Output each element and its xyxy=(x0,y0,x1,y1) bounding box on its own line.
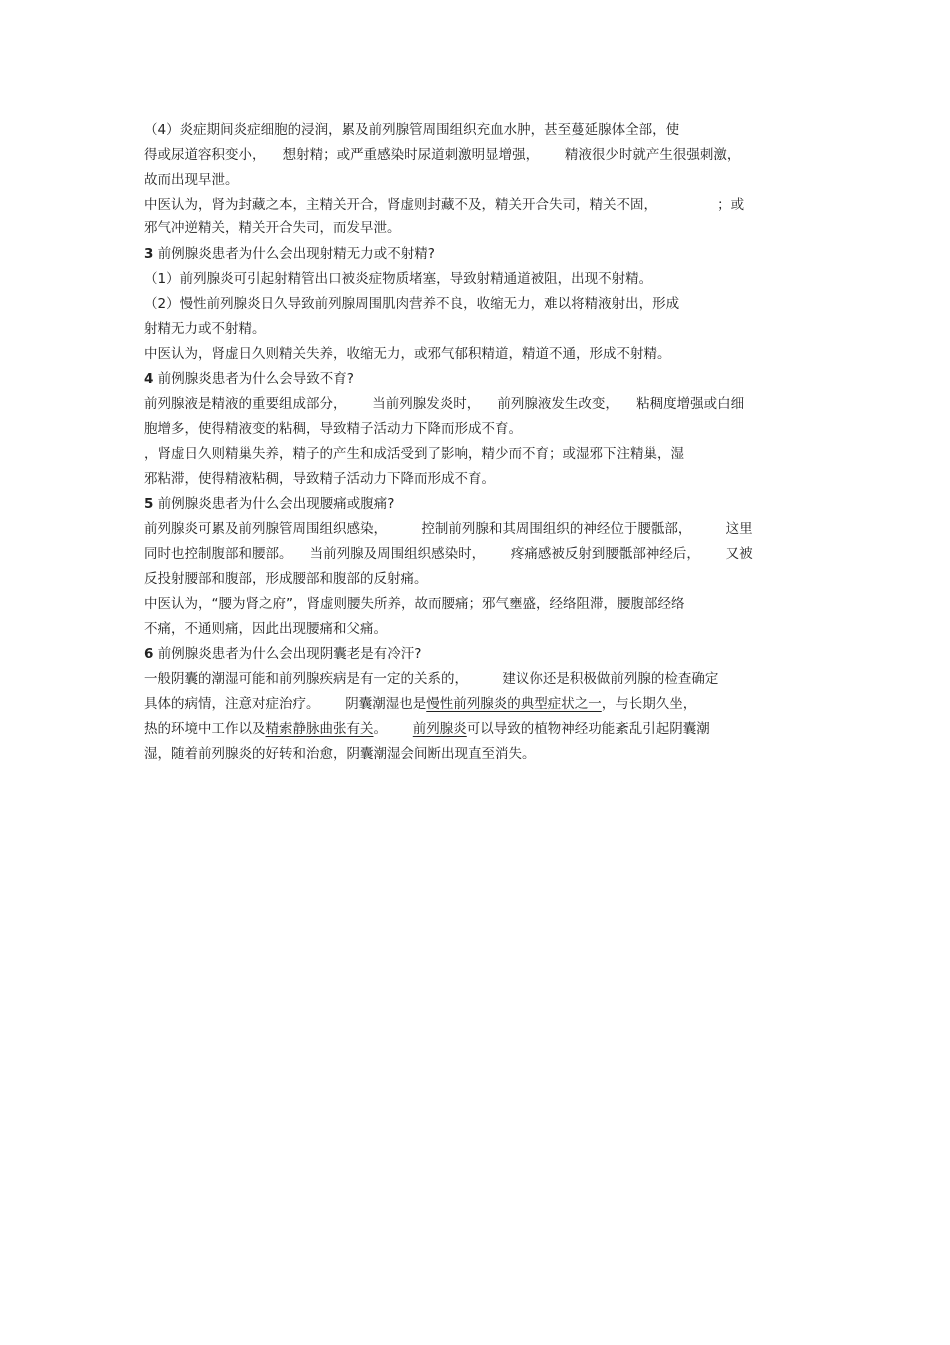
heading-number: 4 xyxy=(144,371,154,387)
heading-text: 前例腺炎患者为什么会出现腰痛或腹痛? xyxy=(153,496,395,512)
section-heading-5 xyxy=(144,495,394,513)
section-heading-6 xyxy=(144,645,421,663)
section-heading-4 xyxy=(144,370,354,388)
paragraph-line: 邪气冲逆精关，精关开合失司，而发早泄。 xyxy=(144,220,401,236)
paragraph-line: 得或尿道容积变小， 想射精；或严重感染时尿道刺激明显增强， 精液很少时就产生很强刺激， xyxy=(144,147,741,163)
heading-text: 前例腺炎患者为什么会导致不育? xyxy=(153,371,354,387)
paragraph-line: 中医认为，“腰为肾之府”，肾虚则腰失所养，故而腰痛；邪气壅盛，经络阻滞，腰腹部经络 xyxy=(144,596,685,612)
heading-number: 3 xyxy=(144,246,154,262)
paragraph-line: 射精无力或不射精。 xyxy=(144,321,266,337)
paragraph-line: 前列腺炎可累及前列腺管周围组织感染， 控制前列腺和其周围组织的神经位于腰骶部， 这里 xyxy=(144,521,753,537)
paragraph-line: 一般阴囊的潮湿可能和前列腺疾病是有一定的关系的， 建议你还是积极做前列腺的检查确定 xyxy=(144,671,719,687)
paragraph-line: 反投射腰部和腹部，形成腰部和腹部的反射痛。 xyxy=(144,571,428,587)
paragraph-line: 故而出现早泄。 xyxy=(144,172,239,188)
paragraph-line: 湿，随着前列腺炎的好转和治愈，阴囊潮湿会间断出现直至消失。 xyxy=(144,746,536,762)
paragraph-line xyxy=(144,720,710,738)
underlined-phrase: 慢性前列腺炎的典型症状之一 xyxy=(426,696,602,712)
heading-number: 5 xyxy=(144,496,154,512)
text-run: 具体的病情，注意对症治疗。 阴囊潮湿也是 xyxy=(144,696,427,712)
paragraph-line: 胞增多，使得精液变的粘稠，导致精子活动力下降而形成不育。 xyxy=(144,421,522,437)
paragraph-line: 中医认为，肾虚日久则精关失养，收缩无力，或邪气郁积精道，精道不通，形成不射精。 xyxy=(144,346,671,362)
heading-number: 6 xyxy=(144,646,154,662)
text-run: 可以导致的植物神经功能紊乱引起阴囊潮 xyxy=(466,721,710,737)
paragraph-line: （2）慢性前列腺炎日久导致前列腺周围肌肉营养不良，收缩无力，难以将精液射出，形成 xyxy=(144,296,680,312)
heading-text: 前例腺炎患者为什么会出现射精无力或不射精? xyxy=(153,246,435,262)
paragraph-line: 邪粘滞，使得精液粘稠，导致精子活动力下降而形成不育。 xyxy=(144,471,495,487)
paragraph-line xyxy=(144,695,696,713)
underlined-phrase: 精索静脉曲张有关 xyxy=(265,721,374,737)
paragraph-line: 同时也控制腹部和腰部。 当前列腺及周围组织感染时， 疼痛感被反射到腰骶部神经后， 又被 xyxy=(144,546,753,562)
paragraph-line: ，肾虚日久则精巢失养，精子的产生和成活受到了影响，精少而不育；或湿邪下注精巢，湿 xyxy=(144,446,684,462)
paragraph-line: （4）炎症期间炎症细胞的浸润，累及前列腺管周围组织充血水肿，甚至蔓延腺体全部，使 xyxy=(144,122,680,138)
paragraph-line: 不痛，不通则痛，因此出现腰痛和父痛。 xyxy=(144,621,387,637)
text-run: 热的环境中工作以及 xyxy=(144,721,266,737)
text-run: ，与长期久坐， xyxy=(601,696,697,712)
underlined-phrase: 前列腺炎 xyxy=(412,721,467,737)
section-heading-3 xyxy=(144,245,435,263)
paragraph-line: 前列腺液是精液的重要组成部分， 当前列腺发炎时， 前列腺液发生改变， 粘稠度增强或白细 xyxy=(144,396,745,412)
text-run: 。 xyxy=(373,721,413,737)
heading-text: 前例腺炎患者为什么会出现阴囊老是有冷汗? xyxy=(153,646,422,662)
paragraph-line: （1）前列腺炎可引起射精管出口被炎症物质堵塞，导致射精通道被阻，出现不射精。 xyxy=(144,271,653,287)
paragraph-line: 中医认为，肾为封藏之本，主精关开合，肾虚则封藏不及，精关开合失司，精关不固， ；或 xyxy=(144,197,745,213)
